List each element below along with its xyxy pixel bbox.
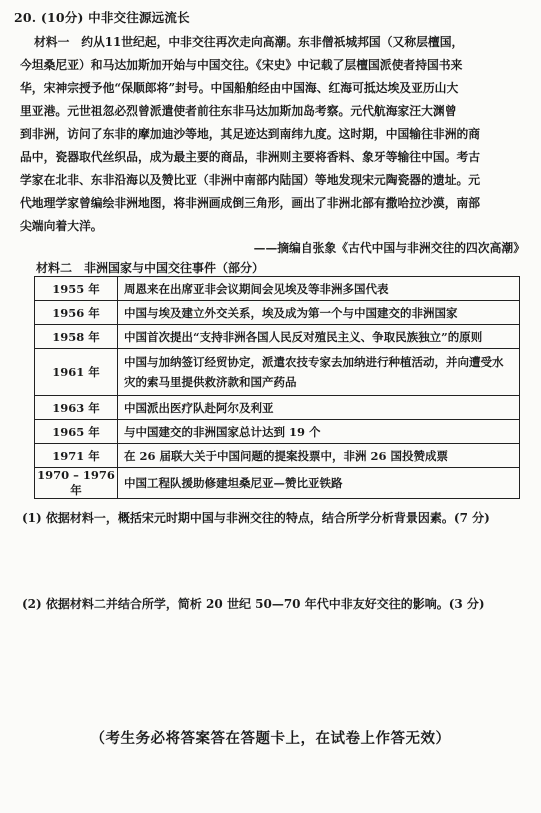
event-cell: 中国工程队援助修建坦桑尼亚—赞比亚铁路	[118, 468, 520, 499]
year-cell: 1961 年	[35, 349, 118, 396]
table-row	[35, 301, 520, 325]
material-one-passage	[20, 31, 528, 238]
event-cell: 中国首次提出“支持非洲各国人民反对殖民主义、争取民族独立”的原则	[118, 325, 520, 349]
material-two-title: 材料二 非洲国家与中国交往事件（部分）	[36, 261, 265, 275]
material-one-line: 华，宋神宗授予他“保顺郎将”封号。中国船舶经由中国海、红海可抵达埃及亚历山大	[20, 81, 459, 95]
event-cell: 中国派出医疗队赴阿尔及利亚	[118, 396, 520, 420]
event-cell: 与中国建交的非洲国家总计达到 19 个	[118, 420, 520, 444]
material-one-source: ——摘编自张象《古代中国与非洲交往的四次高潮》	[253, 241, 525, 255]
events-table	[34, 276, 520, 499]
table-row	[35, 468, 520, 499]
year-cell: 1955 年	[35, 277, 118, 301]
subquestion-two: (2) 依据材料二并结合所学，简析 20 世纪 50—70 年代中非友好交往的影响。(3 分)	[22, 597, 485, 611]
question-header: 20. (10分) 中非交往源远流长	[14, 10, 190, 25]
material-one-line: 材料一 约从11世纪起，中非交往再次走向高潮。东非僧祇城邦国（又称层檀国，	[34, 35, 464, 49]
year-cell: 1963 年	[35, 396, 118, 420]
material-one-line: 里亚港。元世祖忽必烈曾派遣使者前往东非马达加斯加岛考察。元代航海家汪大渊曾	[20, 104, 457, 118]
event-cell: 中国与埃及建立外交关系，埃及成为第一个与中国建交的非洲国家	[118, 301, 520, 325]
year-cell: 1965 年	[35, 420, 118, 444]
answer-notice: （考生务必将答案答在答题卡上，在试卷上作答无效）	[90, 730, 451, 747]
material-one-line: 品中，瓷器取代丝织品，成为最主要的商品，非洲则主要将香料、象牙等输往中国。考古	[20, 150, 481, 164]
event-cell: 周恩来在出席亚非会议期间会见埃及等非洲多国代表	[118, 277, 520, 301]
material-one-line: 学家在北非、东非沿海以及赞比亚（非洲中南部内陆国）等地发现宋元陶瓷器的遗址。元	[20, 173, 481, 187]
table-row	[35, 325, 520, 349]
year-cell: 1956 年	[35, 301, 118, 325]
table-row	[35, 277, 520, 301]
material-one-line: 到非洲，访问了东非的摩加迪沙等地，其足迹达到南纬九度。这时期，中国输往非洲的商	[20, 127, 481, 141]
year-cell: 1958 年	[35, 325, 118, 349]
event-cell: 在 26 届联大关于中国问题的提案投票中，非洲 26 国投赞成票	[118, 444, 520, 468]
year-cell: 1970 – 1976 年	[35, 468, 118, 499]
material-one-line: 今坦桑尼亚）和马达加斯加开始与中国交往。《宋史》中记载了层檀国派使者持国书来	[20, 58, 463, 72]
table-row	[35, 349, 520, 396]
table-row	[35, 396, 520, 420]
year-cell: 1971 年	[35, 444, 118, 468]
table-row	[35, 444, 520, 468]
event-cell: 中国与加纳签订经贸协定，派遣农技专家去加纳进行种植活动，并向遭受水灾的索马里提供救济款和国产药品	[118, 349, 520, 396]
table-row	[35, 420, 520, 444]
subquestion-one: (1) 依据材料一，概括宋元时期中国与非洲交往的特点，结合所学分析背景因素。(7 分)	[22, 511, 490, 525]
material-one-line: 代地理学家曾编绘非洲地图，将非洲画成倒三角形，画出了非洲北部有撒哈拉沙漠，南部	[20, 196, 481, 210]
material-one-line: 尖端向着大洋。	[20, 219, 103, 233]
